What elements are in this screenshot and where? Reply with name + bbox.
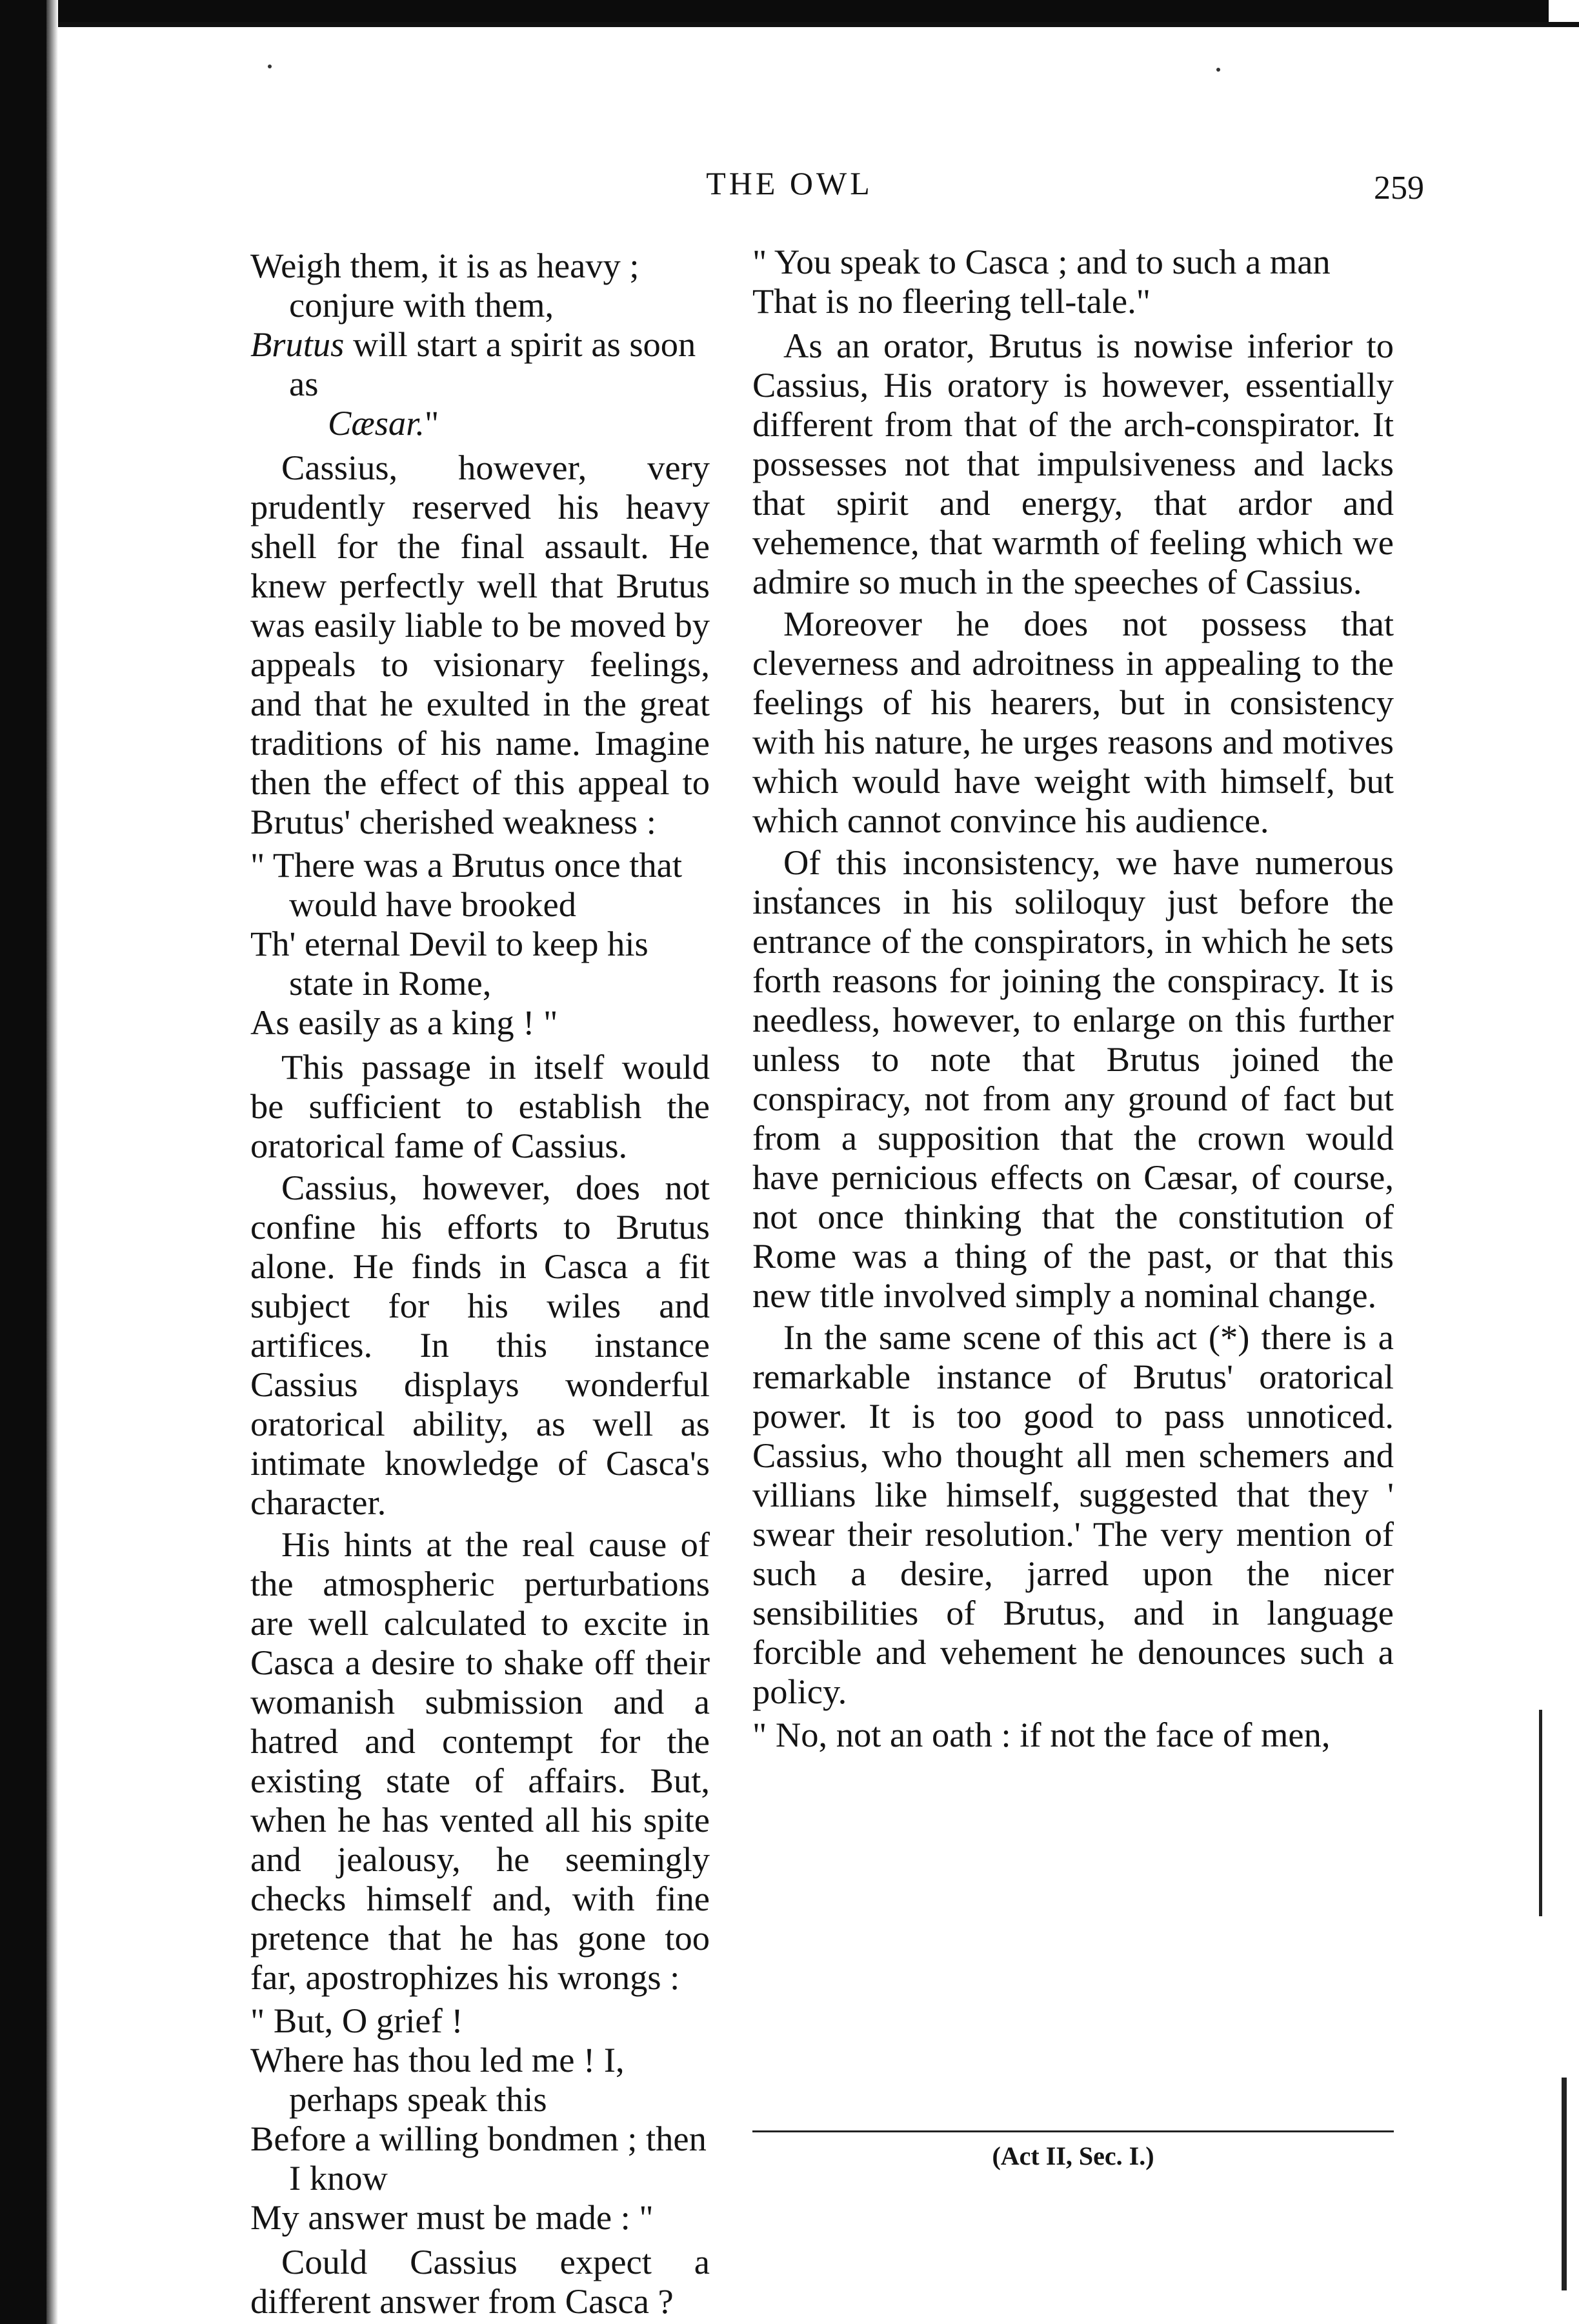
verse-line: As easily as a king ! " xyxy=(250,1003,558,1042)
verse-line xyxy=(250,403,710,443)
scan-top-rule xyxy=(58,22,1579,27)
verse-quote xyxy=(250,2001,710,2237)
left-column xyxy=(250,242,710,2321)
verse-text: " xyxy=(424,403,439,443)
verse-line: " You speak to Casca ; and to such a man xyxy=(752,242,1331,281)
verse-quote xyxy=(250,246,710,443)
paragraph: Could Cassius expect a different answer from Casca ? xyxy=(250,2242,710,2321)
verse-line: " There was a Brutus once that would have brooked xyxy=(250,845,682,924)
footnote-rule xyxy=(752,2130,1394,2132)
right-column xyxy=(752,242,1394,1759)
verse-text: will start a spirit as soon as xyxy=(289,325,696,403)
italic-text: Cæsar. xyxy=(328,403,425,443)
paragraph: Moreover he does not possess that cleverness and adroitness in appealing to the feelings of his hearers, but in consistency with his nature, he urges reasons and motives which would have weight with himself, but which cannot convince his audience. xyxy=(752,604,1394,840)
scan-right-mark xyxy=(1562,2078,1567,2290)
paragraph: Of this inconsistency, we have numerous instances in his soliloquy just before the entrance of the conspirators, in which he sets forth reasons for joining the conspiracy. It is needless, however, to enlarge on this further unless to note that Brutus joined the conspiracy, not from any ground of fact but from a supposition that the crown would have pernicious effects on Cæsar, of course, not once thinking that the constitution of Rome was a thing of the past, or that this new title involved simply a nominal change. xyxy=(752,843,1394,1315)
verse-quote xyxy=(752,1715,1394,1754)
scan-speck xyxy=(268,65,272,68)
scan-right-mark xyxy=(1539,1710,1542,1916)
verse-line: My answer must be made : " xyxy=(250,2198,654,2237)
verse-line: Where has thou led me ! I, perhaps speak this xyxy=(250,2040,625,2119)
verse-line xyxy=(250,325,710,403)
verse-line: " But, O grief ! xyxy=(250,2001,463,2040)
footnote: (Act II, Sec. I.) xyxy=(992,2141,1154,2170)
paragraph: Cassius, however, very prudently reserved his heavy shell for the final assault. He knew perfectly well that Brutus was easily liable to be moved by appeals to visionary feelings, and that he exulted in the great traditions of his name. Imagine then the effect of this appeal to Brutus' cherished weakness : xyxy=(250,448,710,841)
italic-text: Brutus xyxy=(250,325,345,364)
page-number: 259 xyxy=(1374,170,1424,206)
verse-line: Before a willing bondmen ; then I know xyxy=(250,2119,707,2198)
paragraph: Cassius, however, does not confine his efforts to Brutus alone. He finds in Casca a fit subject for his wiles and artifices. In this instance Cassius displays wonderful oratorical ability, as well as intimate knowledge of Casca's character. xyxy=(250,1168,710,1522)
scan-speck xyxy=(1216,68,1220,72)
verse-line: That is no fleering tell-tale." xyxy=(752,281,1151,321)
paragraph: As an orator, Brutus is nowise inferior to Cassius, His oratory is however, essentially different from that of the arch-conspirator. It possesses not that impulsiveness and lacks that spirit and energy, that ardor and vehemence, that warmth of feeling which we admire so much in the speeches of Cassius. xyxy=(752,326,1394,601)
verse-line: Weigh them, it is as heavy ; conjure with them, xyxy=(250,246,639,325)
running-title: THE OWL xyxy=(706,165,873,201)
paragraph: In the same scene of this act (*) there is a remarkable instance of Brutus' oratorical power. It is too good to pass unnoticed. Cassius, who thought all men schemers and villians like himself, suggested that they ' swear their resolution.' The very mention of such a desire, jarred upon the nicer sensibilities of Brutus, and in language forcible and vehement he denounces such a policy. xyxy=(752,1317,1394,1711)
verse-line: Th' eternal Devil to keep his state in Rome, xyxy=(250,924,649,1003)
scan-left-edge-shadow xyxy=(46,0,58,2324)
verse-quote xyxy=(250,845,710,1042)
verse-line: " No, not an oath : if not the face of men, xyxy=(752,1715,1331,1754)
scan-left-edge xyxy=(0,0,46,2324)
verse-quote xyxy=(752,242,1394,321)
paragraph: This passage in itself would be sufficient to establish the oratorical fame of Cassius. xyxy=(250,1047,710,1165)
paragraph: His hints at the real cause of the atmospheric perturbations are well calculated to excite in Casca a desire to shake off their womanish submission and a hatred and contempt for the existing state of affairs. But, when he has vented all his spite and jealousy, he seemingly checks himself and, with fine pretence that he has gone too far, apostrophizes his wrongs : xyxy=(250,1525,710,1997)
